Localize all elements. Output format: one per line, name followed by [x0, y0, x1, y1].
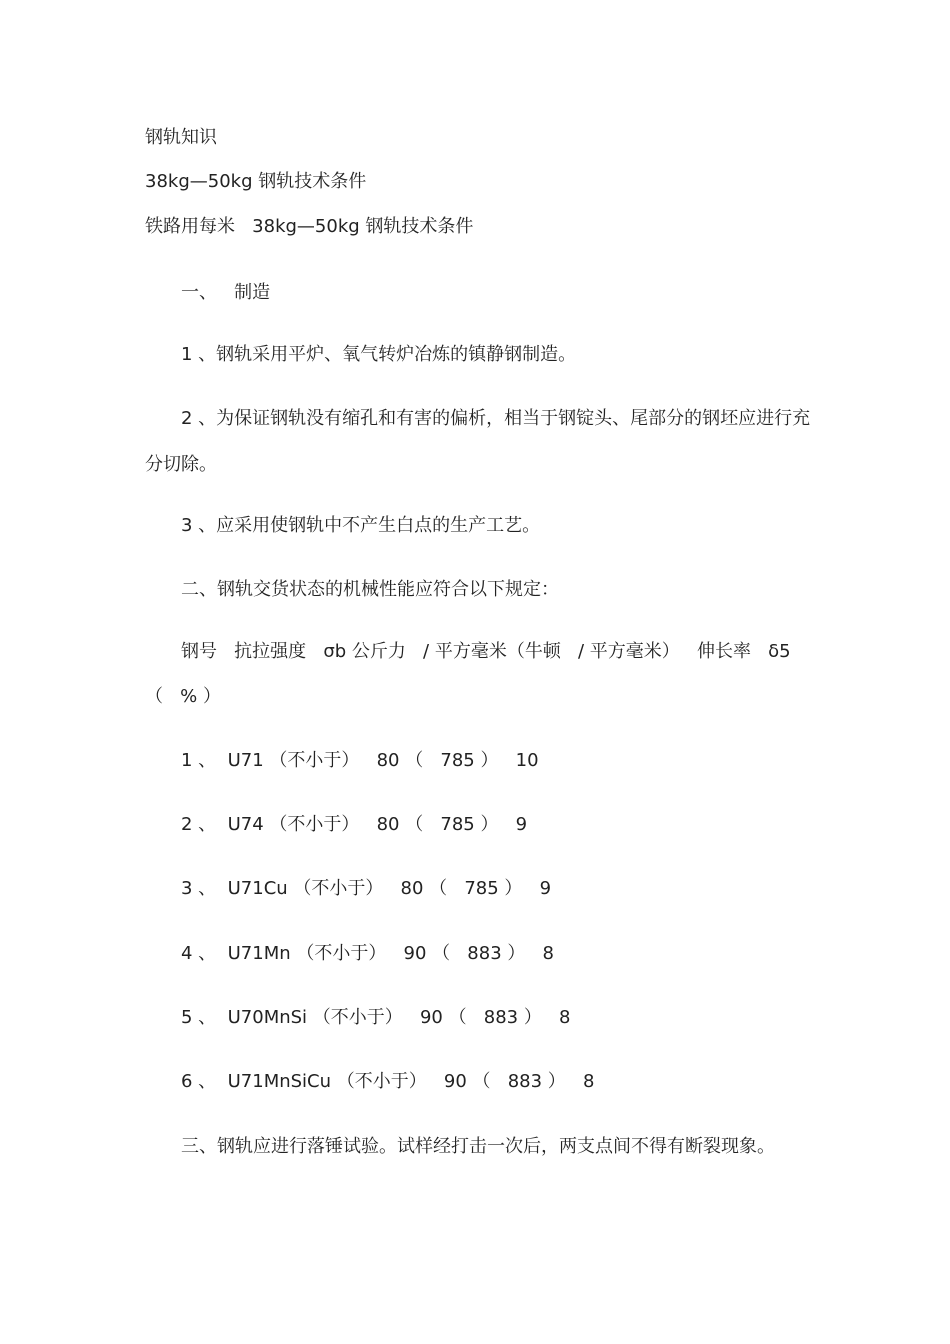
table-row: 1 、 U71 （不小于） 80 （ 785 ） 10 [181, 750, 539, 771]
table-row: 3 、 U71Cu （不小于） 80 （ 785 ） 9 [181, 878, 552, 899]
table-row: 4 、 U71Mn （不小于） 90 （ 883 ） 8 [181, 943, 555, 964]
table-row: 2 、 U74 （不小于） 80 （ 785 ） 9 [181, 814, 528, 835]
table-row: 5 、 U70MnSi （不小于） 90 （ 883 ） 8 [181, 1007, 571, 1028]
section-2-heading: 二、钢轨交货状态的机械性能应符合以下规定： [181, 579, 559, 600]
item-2-line-2: 分切除。 [145, 454, 217, 475]
item-2-line-1: 2 、为保证钢轨没有缩孔和有害的偏析，相当于钢锭头、尾部分的钢坯应进行充 [181, 408, 811, 429]
doc-heading: 铁路用每米 38kg—50kg 钢轨技术条件 [145, 216, 474, 237]
section-3-heading: 三、钢轨应进行落锤试验。试样经打击一次后，两支点间不得有断裂现象。 [181, 1136, 775, 1157]
doc-title: 钢轨知识 [145, 127, 217, 148]
item-1: 1 、钢轨采用平炉、氧气转炉冶炼的镇静钢制造。 [181, 344, 577, 365]
doc-subtitle: 38kg—50kg 钢轨技术条件 [145, 171, 367, 192]
table-header-line-1: 钢号 抗拉强度 σb 公斤力 / 平方毫米（牛顿 / 平方毫米） 伸长率 δ5 [181, 641, 791, 662]
item-3: 3 、应采用使钢轨中不产生白点的生产工艺。 [181, 515, 541, 536]
table-row: 6 、 U71MnSiCu （不小于） 90 （ 883 ） 8 [181, 1071, 595, 1092]
section-1-heading: 一、 制造 [181, 282, 271, 303]
table-header-line-2: （ % ） [145, 686, 221, 707]
